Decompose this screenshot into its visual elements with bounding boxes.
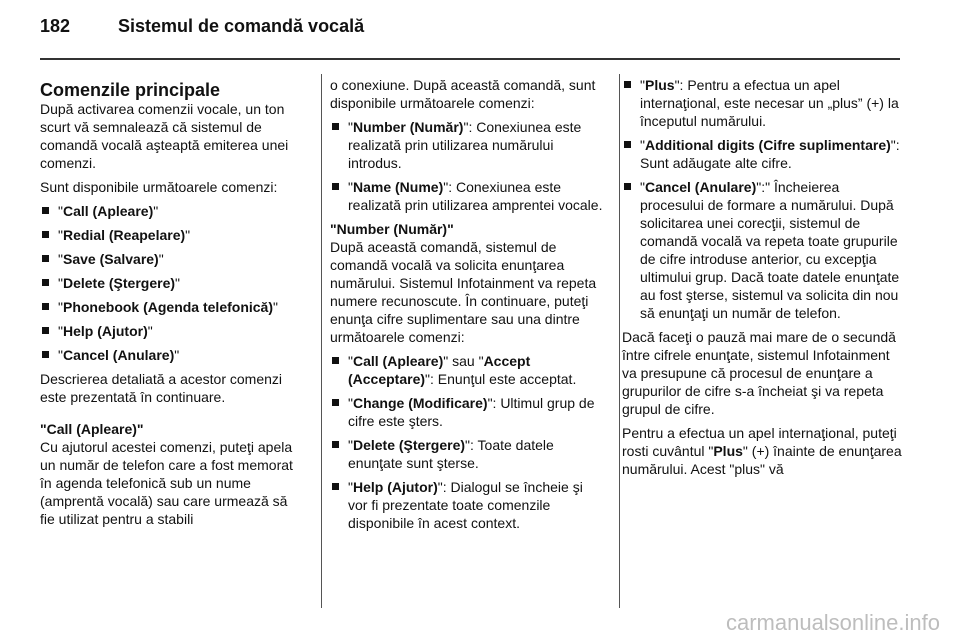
list-item: "Redial (Reapelare)" xyxy=(40,226,305,244)
list-item: "Cancel (Anulare)" xyxy=(40,346,305,364)
list-item: "Help (Ajutor)" xyxy=(40,322,305,340)
list-item: "Call (Apleare)" xyxy=(40,202,305,220)
pause-paragraph: Dacă faceţi o pauză mai mare de o secundă între cifrele enunţate, sistemul Infotainment va presupune că procesul de enunţare a grupurilor de cifre s-a încheiat şi va repeta grupul de cifre. xyxy=(622,329,896,417)
available-commands-text: Sunt disponibile următoarele comenzi: xyxy=(40,179,278,195)
bullet-icon xyxy=(42,207,49,214)
page-header xyxy=(40,0,900,58)
list-item: "Number (Număr)": Conexiunea este realizată prin utilizarea numărului introdus. xyxy=(330,118,605,172)
bullet-icon xyxy=(624,81,631,88)
bullet-icon xyxy=(332,183,339,190)
column-1 xyxy=(40,76,305,534)
bullet-icon xyxy=(42,303,49,310)
bullet-icon xyxy=(42,255,49,262)
intro-paragraph: După activarea comenzii vocale, un ton scurt vă semnalează că sistemul de comandă vocală aşteaptă emiterea unei comenzi. xyxy=(40,101,289,171)
page-number: 182 xyxy=(40,16,71,36)
list-item: "Additional digits (Cifre suplimentare)": Sunt adăugate alte cifre. xyxy=(622,136,902,172)
bullet-icon xyxy=(332,357,339,364)
list-item: "Save (Salvare)" xyxy=(40,250,305,268)
bullet-icon xyxy=(42,279,49,286)
list-item: "Help (Ajutor)": Dialogul se încheie şi vor fi prezentate toate comenzile disponibile în acest context. xyxy=(330,478,605,532)
column-divider-2 xyxy=(619,74,620,608)
list-item: "Call (Apleare)" sau "Accept (Acceptare)": Enunţul este acceptat. xyxy=(330,352,605,388)
list-item: "Name (Nume)": Conexiunea este realizată prin utilizarea amprentei vocale. xyxy=(330,178,605,214)
list-item: "Delete (Ştergere)" xyxy=(40,274,305,292)
continuation-paragraph: o conexiune. După această comandă, sunt disponibile următoarele comenzi: xyxy=(330,77,596,111)
column-2 xyxy=(330,76,605,538)
international-paragraph: Pentru a efectua un apel internaţional, puteţi rosti cuvântul "Plus" (+) înainte de enunţarea numărului. Acest "plus" vă xyxy=(622,425,902,477)
list-item: "Plus": Pentru a efectua un apel internaţional, este necesar un „plus” (+) la începutul numărului. xyxy=(622,76,902,130)
description-paragraph: Descrierea detaliată a acestor comenzi este prezentată în continuare. xyxy=(40,371,283,405)
bullet-icon xyxy=(42,351,49,358)
bullet-icon xyxy=(332,483,339,490)
number-commands-list-continued xyxy=(622,76,902,322)
number-commands-list xyxy=(330,352,605,532)
number-paragraph: După această comandă, sistemul de comandă vocală va solicita enunţarea numărului. Sistemul Infotainment va repeta numere recunoscute. În continuare, puteţi enunţa cifre suplimentare sau una dintre următoarele comenzi: xyxy=(330,239,597,345)
header-divider xyxy=(40,58,900,60)
call-options-list xyxy=(330,118,605,214)
watermark: carmanualsonline.info xyxy=(725,610,940,635)
column-3 xyxy=(622,76,902,484)
number-heading: "Number (Număr)" xyxy=(330,221,454,237)
list-item: "Cancel (Anulare)":" Încheierea procesului de formare a numărului. După solicitarea unei corecţii, sistemul de comandă vocală va repeta toate grupurile de cifre introduse anterior, cu excepţia ultimului grup. Dacă toate datele enunţate au fost şterse, sistemul va solicita din nou să enunţaţi un număr de telefon. xyxy=(622,178,902,322)
list-item: "Change (Modificare)": Ultimul grup de cifre este şters. xyxy=(330,394,605,430)
bullet-icon xyxy=(332,123,339,130)
call-heading: "Call (Apleare)" xyxy=(40,421,144,437)
bullet-icon xyxy=(624,141,631,148)
list-item: "Delete (Ştergere)": Toate datele enunţate sunt şterse. xyxy=(330,436,605,472)
section-heading: Comenzile principale xyxy=(40,80,221,100)
bullet-icon xyxy=(42,231,49,238)
bullet-icon xyxy=(332,441,339,448)
list-item: "Phonebook (Agenda telefonică)" xyxy=(40,298,305,316)
bullet-icon xyxy=(42,327,49,334)
call-paragraph: Cu ajutorul acestei comenzi, puteţi apela un număr de telefon care a fost memorat în agenda telefonică sub un nume (amprentă vocală) sau care urmează să fie utilizat pentru a stabili xyxy=(40,439,293,527)
column-divider-1 xyxy=(321,74,322,608)
commands-list xyxy=(40,202,305,364)
bullet-icon xyxy=(332,399,339,406)
page-title: Sistemul de comandă vocală xyxy=(118,16,365,36)
bullet-icon xyxy=(624,183,631,190)
